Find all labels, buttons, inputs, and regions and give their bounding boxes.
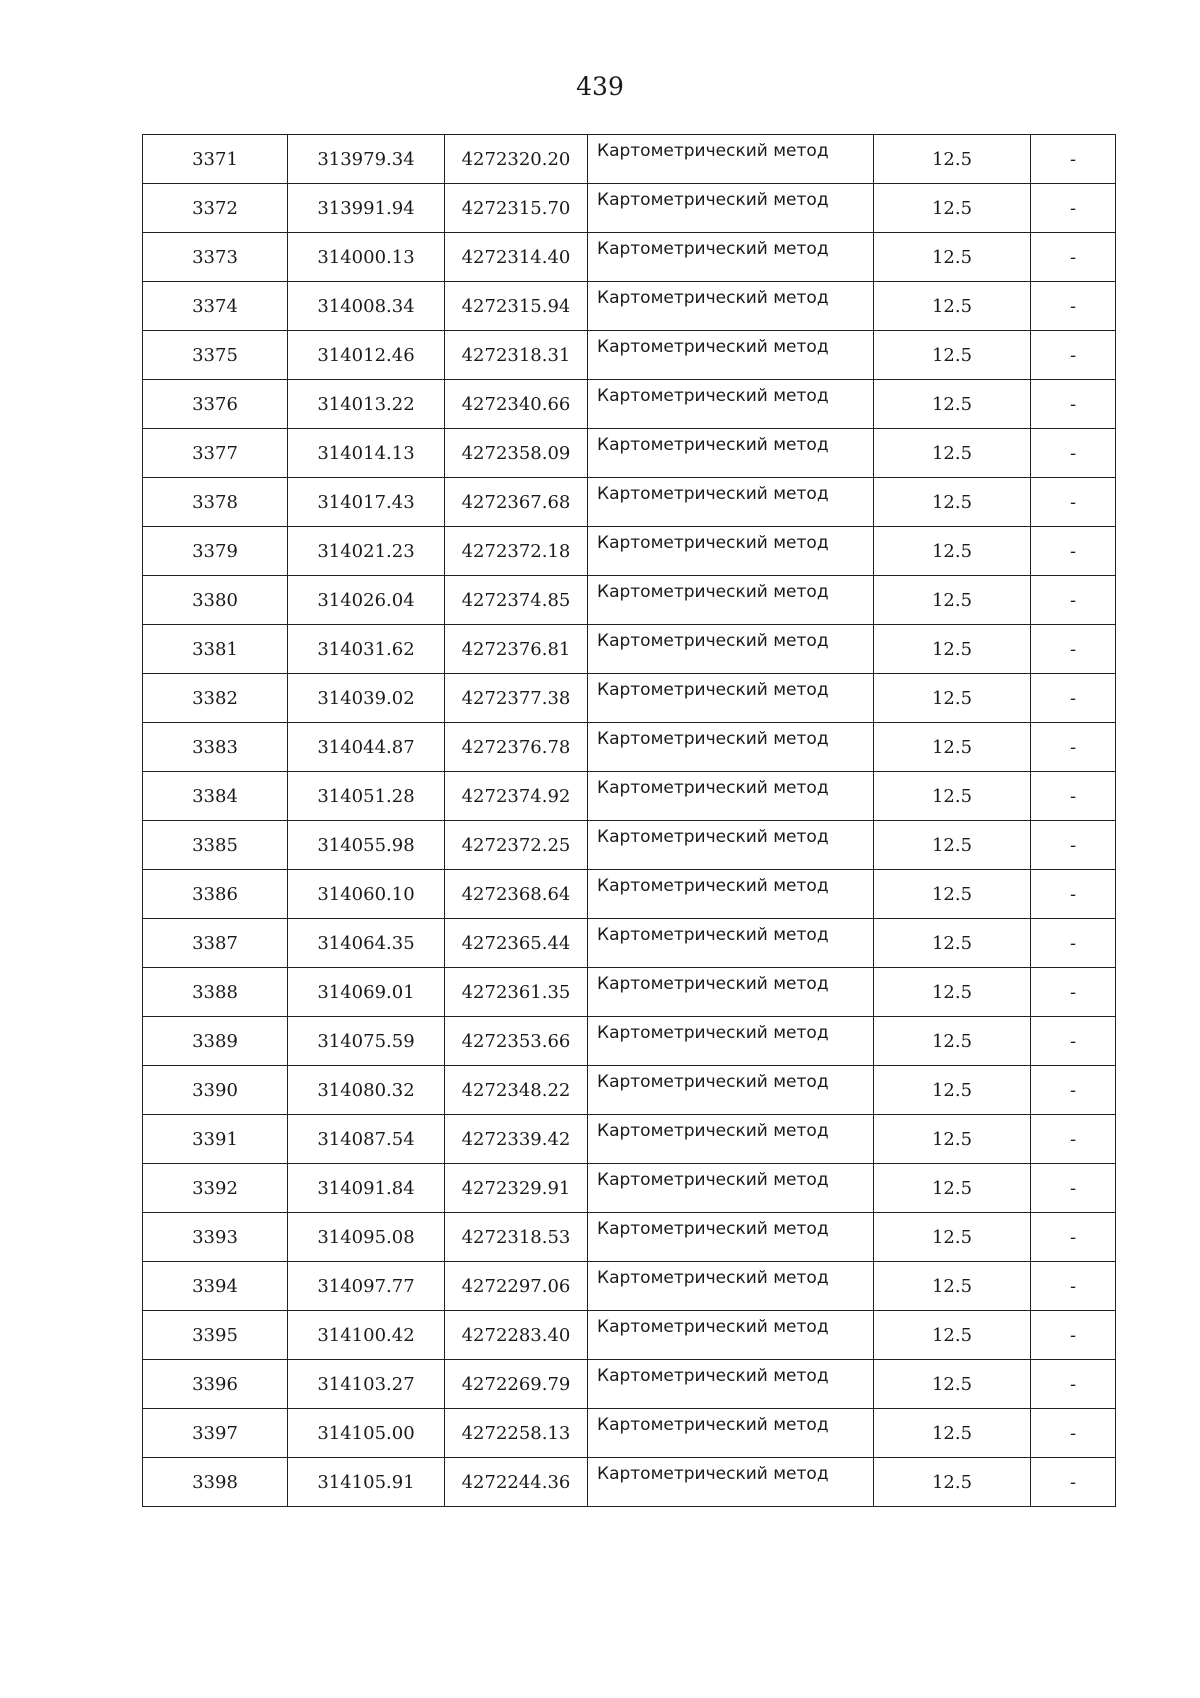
method-cell: Картометрический метод [588,233,874,282]
x-coordinate-cell: 314100.42 [288,1311,445,1360]
method-cell: Картометрический метод [588,625,874,674]
accuracy-cell: 12.5 [874,625,1031,674]
y-coordinate-cell: 4272315.70 [445,184,588,233]
x-coordinate-cell: 314051.28 [288,772,445,821]
method-cell: Картометрический метод [588,380,874,429]
method-cell: Картометрический метод [588,1458,874,1507]
x-coordinate-cell: 314064.35 [288,919,445,968]
point-number-cell: 3384 [143,772,288,821]
method-cell: Картометрический метод [588,968,874,1017]
y-coordinate-cell: 4272353.66 [445,1017,588,1066]
point-number-cell: 3391 [143,1115,288,1164]
method-cell: Картометрический метод [588,1066,874,1115]
note-cell: - [1031,331,1116,380]
note-cell: - [1031,1409,1116,1458]
table-row [143,1360,1116,1409]
y-coordinate-cell: 4272329.91 [445,1164,588,1213]
y-coordinate-cell: 4272365.44 [445,919,588,968]
point-number-cell: 3398 [143,1458,288,1507]
note-cell: - [1031,184,1116,233]
x-coordinate-cell: 314055.98 [288,821,445,870]
table-row [143,380,1116,429]
accuracy-cell: 12.5 [874,870,1031,919]
accuracy-cell: 12.5 [874,380,1031,429]
note-cell: - [1031,1458,1116,1507]
point-number-cell: 3378 [143,478,288,527]
note-cell: - [1031,380,1116,429]
y-coordinate-cell: 4272348.22 [445,1066,588,1115]
table-row [143,527,1116,576]
y-coordinate-cell: 4272297.06 [445,1262,588,1311]
table-row [143,1213,1116,1262]
accuracy-cell: 12.5 [874,527,1031,576]
y-coordinate-cell: 4272320.20 [445,135,588,184]
x-coordinate-cell: 314075.59 [288,1017,445,1066]
table-row [143,331,1116,380]
note-cell: - [1031,282,1116,331]
x-coordinate-cell: 314014.13 [288,429,445,478]
x-coordinate-cell: 314031.62 [288,625,445,674]
note-cell: - [1031,135,1116,184]
accuracy-cell: 12.5 [874,331,1031,380]
note-cell: - [1031,674,1116,723]
y-coordinate-cell: 4272358.09 [445,429,588,478]
x-coordinate-cell: 314013.22 [288,380,445,429]
point-number-cell: 3373 [143,233,288,282]
table-row [143,1017,1116,1066]
note-cell: - [1031,625,1116,674]
x-coordinate-cell: 314069.01 [288,968,445,1017]
x-coordinate-cell: 314026.04 [288,576,445,625]
table-row [143,919,1116,968]
note-cell: - [1031,1360,1116,1409]
method-cell: Картометрический метод [588,870,874,919]
y-coordinate-cell: 4272361.35 [445,968,588,1017]
point-number-cell: 3386 [143,870,288,919]
table-row [143,1066,1116,1115]
y-coordinate-cell: 4272244.36 [445,1458,588,1507]
note-cell: - [1031,429,1116,478]
accuracy-cell: 12.5 [874,968,1031,1017]
x-coordinate-cell: 314021.23 [288,527,445,576]
table-row [143,233,1116,282]
point-number-cell: 3381 [143,625,288,674]
accuracy-cell: 12.5 [874,1164,1031,1213]
accuracy-cell: 12.5 [874,282,1031,331]
table-row [143,282,1116,331]
method-cell: Картометрический метод [588,1164,874,1213]
table-row [143,821,1116,870]
method-cell: Картометрический метод [588,1115,874,1164]
method-cell: Картометрический метод [588,674,874,723]
method-cell: Картометрический метод [588,772,874,821]
accuracy-cell: 12.5 [874,772,1031,821]
method-cell: Картометрический метод [588,576,874,625]
y-coordinate-cell: 4272314.40 [445,233,588,282]
point-number-cell: 3382 [143,674,288,723]
method-cell: Картометрический метод [588,1311,874,1360]
y-coordinate-cell: 4272318.53 [445,1213,588,1262]
accuracy-cell: 12.5 [874,1017,1031,1066]
accuracy-cell: 12.5 [874,576,1031,625]
table-row [143,968,1116,1017]
method-cell: Картометрический метод [588,429,874,478]
method-cell: Картометрический метод [588,184,874,233]
x-coordinate-cell: 314060.10 [288,870,445,919]
point-number-cell: 3371 [143,135,288,184]
note-cell: - [1031,478,1116,527]
accuracy-cell: 12.5 [874,723,1031,772]
note-cell: - [1031,772,1116,821]
table-row [143,1164,1116,1213]
method-cell: Картометрический метод [588,1262,874,1311]
x-coordinate-cell: 314105.00 [288,1409,445,1458]
x-coordinate-cell: 314105.91 [288,1458,445,1507]
accuracy-cell: 12.5 [874,478,1031,527]
point-number-cell: 3393 [143,1213,288,1262]
coordinates-table [142,134,1116,1507]
method-cell: Картометрический метод [588,1409,874,1458]
point-number-cell: 3374 [143,282,288,331]
point-number-cell: 3388 [143,968,288,1017]
method-cell: Картометрический метод [588,821,874,870]
accuracy-cell: 12.5 [874,821,1031,870]
table-row [143,870,1116,919]
method-cell: Картометрический метод [588,1017,874,1066]
method-cell: Картометрический метод [588,723,874,772]
note-cell: - [1031,1066,1116,1115]
accuracy-cell: 12.5 [874,1115,1031,1164]
accuracy-cell: 12.5 [874,429,1031,478]
y-coordinate-cell: 4272372.25 [445,821,588,870]
y-coordinate-cell: 4272283.40 [445,1311,588,1360]
accuracy-cell: 12.5 [874,1458,1031,1507]
y-coordinate-cell: 4272269.79 [445,1360,588,1409]
point-number-cell: 3395 [143,1311,288,1360]
x-coordinate-cell: 314087.54 [288,1115,445,1164]
x-coordinate-cell: 314044.87 [288,723,445,772]
y-coordinate-cell: 4272377.38 [445,674,588,723]
note-cell: - [1031,1311,1116,1360]
point-number-cell: 3397 [143,1409,288,1458]
point-number-cell: 3396 [143,1360,288,1409]
x-coordinate-cell: 313991.94 [288,184,445,233]
table-row [143,625,1116,674]
y-coordinate-cell: 4272318.31 [445,331,588,380]
note-cell: - [1031,1115,1116,1164]
point-number-cell: 3385 [143,821,288,870]
table-row [143,1311,1116,1360]
table-row [143,184,1116,233]
x-coordinate-cell: 314097.77 [288,1262,445,1311]
table-row [143,1115,1116,1164]
method-cell: Картометрический метод [588,1360,874,1409]
table-row [143,1262,1116,1311]
method-cell: Картометрический метод [588,527,874,576]
method-cell: Картометрический метод [588,282,874,331]
x-coordinate-cell: 314012.46 [288,331,445,380]
accuracy-cell: 12.5 [874,184,1031,233]
accuracy-cell: 12.5 [874,1213,1031,1262]
method-cell: Картометрический метод [588,478,874,527]
accuracy-cell: 12.5 [874,1262,1031,1311]
y-coordinate-cell: 4272376.81 [445,625,588,674]
note-cell: - [1031,1164,1116,1213]
accuracy-cell: 12.5 [874,1360,1031,1409]
note-cell: - [1031,1213,1116,1262]
point-number-cell: 3372 [143,184,288,233]
table-row [143,772,1116,821]
table-row [143,478,1116,527]
note-cell: - [1031,821,1116,870]
method-cell: Картометрический метод [588,135,874,184]
note-cell: - [1031,968,1116,1017]
point-number-cell: 3389 [143,1017,288,1066]
y-coordinate-cell: 4272372.18 [445,527,588,576]
x-coordinate-cell: 314103.27 [288,1360,445,1409]
note-cell: - [1031,870,1116,919]
y-coordinate-cell: 4272339.42 [445,1115,588,1164]
point-number-cell: 3379 [143,527,288,576]
y-coordinate-cell: 4272315.94 [445,282,588,331]
accuracy-cell: 12.5 [874,1066,1031,1115]
y-coordinate-cell: 4272374.92 [445,772,588,821]
table-row [143,1458,1116,1507]
x-coordinate-cell: 314039.02 [288,674,445,723]
coordinates-table-body [143,135,1116,1507]
x-coordinate-cell: 314017.43 [288,478,445,527]
table-row [143,674,1116,723]
y-coordinate-cell: 4272374.85 [445,576,588,625]
point-number-cell: 3383 [143,723,288,772]
x-coordinate-cell: 314091.84 [288,1164,445,1213]
point-number-cell: 3377 [143,429,288,478]
point-number-cell: 3375 [143,331,288,380]
accuracy-cell: 12.5 [874,1311,1031,1360]
accuracy-cell: 12.5 [874,233,1031,282]
point-number-cell: 3390 [143,1066,288,1115]
x-coordinate-cell: 314000.13 [288,233,445,282]
table-row [143,135,1116,184]
accuracy-cell: 12.5 [874,919,1031,968]
point-number-cell: 3394 [143,1262,288,1311]
note-cell: - [1031,1262,1116,1311]
y-coordinate-cell: 4272367.68 [445,478,588,527]
y-coordinate-cell: 4272368.64 [445,870,588,919]
accuracy-cell: 12.5 [874,1409,1031,1458]
accuracy-cell: 12.5 [874,674,1031,723]
point-number-cell: 3380 [143,576,288,625]
x-coordinate-cell: 314008.34 [288,282,445,331]
point-number-cell: 3376 [143,380,288,429]
note-cell: - [1031,723,1116,772]
point-number-cell: 3387 [143,919,288,968]
table-row [143,429,1116,478]
table-row [143,723,1116,772]
point-number-cell: 3392 [143,1164,288,1213]
y-coordinate-cell: 4272340.66 [445,380,588,429]
note-cell: - [1031,919,1116,968]
x-coordinate-cell: 314095.08 [288,1213,445,1262]
table-row [143,576,1116,625]
accuracy-cell: 12.5 [874,135,1031,184]
page-number: 439 [576,72,624,101]
note-cell: - [1031,527,1116,576]
method-cell: Картометрический метод [588,1213,874,1262]
y-coordinate-cell: 4272376.78 [445,723,588,772]
y-coordinate-cell: 4272258.13 [445,1409,588,1458]
note-cell: - [1031,576,1116,625]
x-coordinate-cell: 314080.32 [288,1066,445,1115]
note-cell: - [1031,1017,1116,1066]
table-row [143,1409,1116,1458]
x-coordinate-cell: 313979.34 [288,135,445,184]
method-cell: Картометрический метод [588,919,874,968]
method-cell: Картометрический метод [588,331,874,380]
note-cell: - [1031,233,1116,282]
